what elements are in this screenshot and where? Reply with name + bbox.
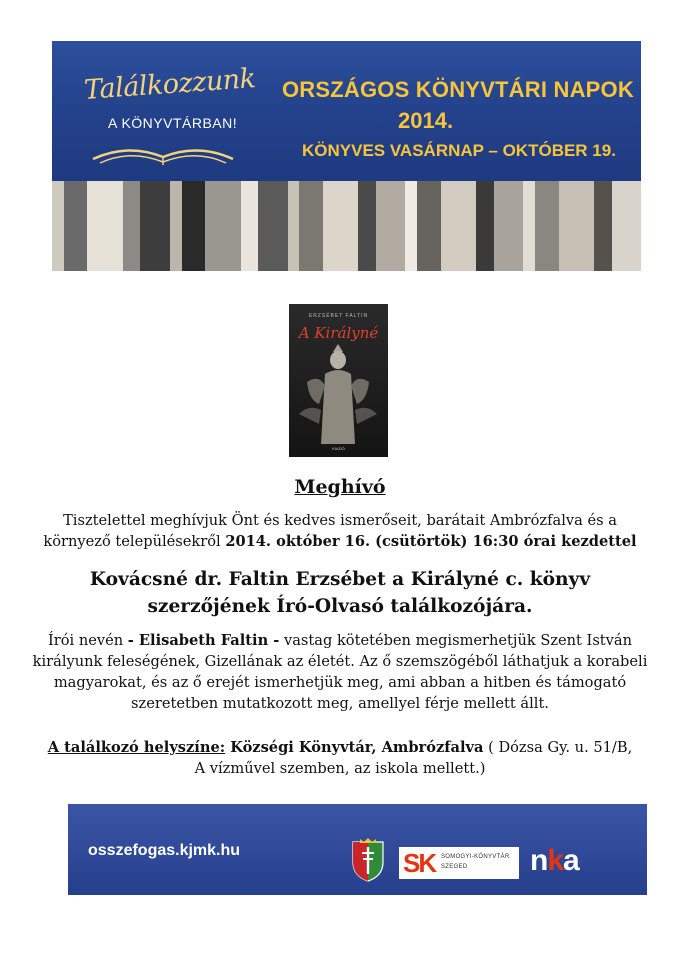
book-spine bbox=[205, 181, 240, 271]
event-title bbox=[30, 566, 650, 620]
banner-date: KÖNYVES VASÁRNAP – OKTÓBER 19. bbox=[302, 141, 616, 160]
nka-n: n bbox=[530, 844, 548, 877]
cover-author: ERZSÉBET FALTIN bbox=[308, 313, 369, 319]
description-prefix: Írói nevén bbox=[47, 632, 128, 649]
venue-label: A találkozó helyszíne: bbox=[47, 739, 226, 756]
book-spine bbox=[523, 181, 535, 271]
talalkozzunk-logo bbox=[74, 61, 274, 173]
event-datetime: 2014. október 16. (csütörtök) 16:30 órai kezdettel bbox=[225, 533, 637, 550]
book-spine bbox=[64, 181, 88, 271]
description-line-4: szeretetben mutatkozott meg, amellyel férje mellett állt. bbox=[131, 695, 549, 712]
banner-year: 2014. bbox=[398, 108, 454, 133]
logo-script-text: Találkozzunk bbox=[83, 63, 257, 106]
logo-subtitle: A KÖNYVTÁRBAN! bbox=[108, 115, 238, 131]
queen-figure-icon bbox=[289, 304, 388, 457]
cover-title: A Királyné bbox=[298, 324, 379, 342]
venue-line-2: A vízművel szemben, az iskola mellett.) bbox=[194, 760, 486, 777]
description-line-1 bbox=[30, 630, 650, 651]
intro-line-2-start: környező településekről bbox=[43, 533, 226, 550]
somogyi-konyvtar-logo bbox=[399, 847, 519, 879]
book-spine bbox=[612, 181, 641, 271]
book-spine bbox=[494, 181, 523, 271]
intro-line-2 bbox=[30, 531, 650, 552]
sk-line-2: SZEGED bbox=[441, 864, 468, 870]
book-cover-image bbox=[289, 304, 388, 457]
event-title-line-1: Kovácsné dr. Faltin Erzsébet a Királyné c. könyv bbox=[89, 569, 591, 590]
event-title-line-2: szerzőjének Író-Olvasó találkozójára. bbox=[147, 596, 533, 617]
bookshelf-photo bbox=[52, 181, 641, 271]
coat-of-arms-icon bbox=[350, 838, 386, 882]
book-spine bbox=[288, 181, 300, 271]
book-description bbox=[30, 630, 650, 714]
footer-url: osszefogas.kjmk.hu bbox=[88, 842, 241, 859]
banner-header bbox=[52, 41, 641, 181]
open-book-icon bbox=[88, 137, 238, 167]
book-spine bbox=[140, 181, 169, 271]
book-spine bbox=[299, 181, 323, 271]
invitation-intro bbox=[30, 510, 650, 552]
invitation-heading: Meghívó bbox=[294, 476, 386, 498]
book-spine bbox=[441, 181, 476, 271]
footer-banner bbox=[68, 804, 647, 895]
nka-logo bbox=[530, 844, 579, 878]
book-spine bbox=[358, 181, 376, 271]
nka-a: a bbox=[563, 844, 579, 877]
cover-publisher: KIADÓ bbox=[332, 446, 345, 451]
book-spine bbox=[170, 181, 182, 271]
sk-letters: SK bbox=[403, 848, 436, 878]
sk-line-1: SOMOGYI-KÖNYVTÁR bbox=[441, 854, 510, 860]
book-spine bbox=[559, 181, 594, 271]
description-line-3: magyarokat, és az ő erejét ismerhetjük meg, ami abban a hitben és támogató bbox=[53, 674, 627, 691]
venue-address: ( Dózsa Gy. u. 51/B, bbox=[483, 739, 633, 756]
book-spine bbox=[376, 181, 405, 271]
book-spine bbox=[417, 181, 441, 271]
book-spine bbox=[52, 181, 64, 271]
nka-k: k bbox=[547, 844, 564, 877]
venue-info bbox=[30, 737, 650, 779]
book-spine bbox=[323, 181, 358, 271]
venue-line-1 bbox=[30, 737, 650, 758]
book-spine bbox=[405, 181, 417, 271]
event-banner bbox=[52, 41, 641, 271]
book-spine bbox=[476, 181, 494, 271]
venue-place: Községi Könyvtár, Ambrózfalva bbox=[225, 739, 484, 756]
description-text-1: vastag kötetében megismerhetjük Szent István bbox=[279, 632, 633, 649]
intro-line-1: Tisztelettel meghívjuk Önt és kedves ismerőseit, barátait Ambrózfalva és a bbox=[63, 512, 617, 529]
book-spine bbox=[241, 181, 259, 271]
pen-name: - Elisabeth Faltin - bbox=[127, 632, 280, 649]
book-spine bbox=[258, 181, 287, 271]
book-spine bbox=[594, 181, 612, 271]
book-spine bbox=[182, 181, 206, 271]
banner-title: ORSZÁGOS KÖNYVTÁRI NAPOK bbox=[282, 77, 634, 102]
book-spine bbox=[535, 181, 559, 271]
book-spine bbox=[123, 181, 141, 271]
book-spine bbox=[87, 181, 122, 271]
description-line-2: királyunk feleségének, Gizellának az életét. Az ő szemszögéből láthatjuk a korabeli bbox=[32, 653, 648, 670]
